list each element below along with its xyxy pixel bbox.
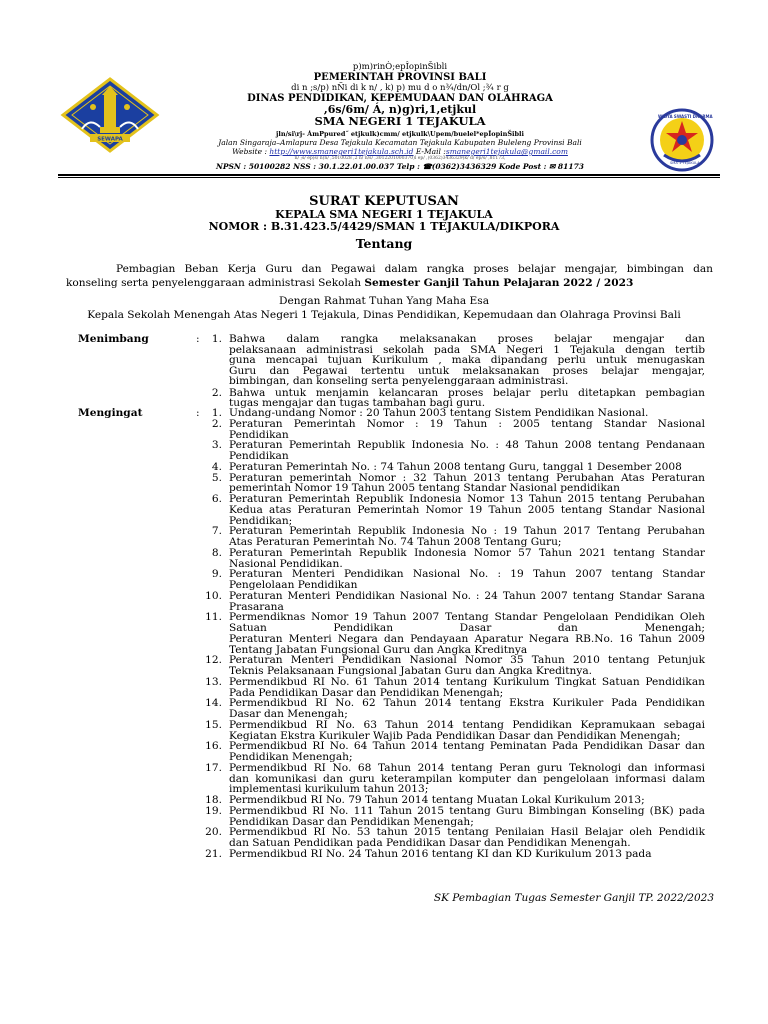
mengingat-item-line: dan komunikasi dan guru keterampilan komputer dan pengelolaan informasi dalam bbox=[229, 772, 705, 785]
mengingat-item-line: Peraturan Pemerintah Republik Indonesia Nomor 13 Tahun 2015 tentang Perubahan bbox=[229, 493, 705, 505]
mengingat-item-number: 8. bbox=[211, 546, 222, 559]
mengingat-item-line: pemerintah Nomor 19 Tahun 2005 tentang Standar Nasional pendidikan bbox=[229, 482, 621, 495]
mengingat-item-line: Pendidikan Dasar dan Pendidikan Menengah; bbox=[229, 815, 474, 828]
mengingat-item-number: 19. bbox=[205, 804, 222, 817]
mengingat-item-line: Prasarana bbox=[229, 600, 284, 613]
mengingat-item-number: 20. bbox=[205, 826, 222, 839]
mengingat-item-number: 16. bbox=[205, 740, 222, 753]
mengingat-item-line: Peraturan Menteri Pendidikan Nasional Nomor 35 Tahun 2010 tentang Petunjuk bbox=[229, 654, 705, 667]
mengingat-item-line: Satuan Pendidikan Dasar dan Menengah; bbox=[229, 622, 705, 634]
mengingat-item-line: dan Satuan Pendidikan pada Pendidikan Dasar dan Pendidikan Menengah. bbox=[229, 837, 631, 849]
website-link[interactable]: http://www.smanegeri1tejakula.sch.id bbox=[269, 147, 414, 156]
mengingat-item-line: Pendidikan bbox=[229, 428, 289, 441]
mengingat-item-number: 21. bbox=[205, 847, 222, 860]
letterhead-balinese-line-1: p)m)rinÒ;epÎopinŠibli bbox=[352, 62, 448, 72]
mengingat-item-line: Peraturan Pemerintah Nomor : 19 Tahun : 2005 tentang Standar Nasional bbox=[229, 417, 705, 430]
menimbang-colon: : bbox=[196, 333, 200, 345]
mengingat-item-line: Peraturan Menteri Negara dan Pendayaan Aparatur Negara RB.No. 16 Tahun 2009 bbox=[229, 632, 705, 645]
mengingat-item-number: 18. bbox=[205, 794, 222, 806]
mengingat-colon: : bbox=[196, 407, 200, 419]
mengingat-item-line: Undang-undang Nomor : 20 Tahun 2003 tentang Sistem Pendidikan Nasional. bbox=[229, 407, 649, 419]
subject-line-2-text: konseling serta penyelenggaraan administrasi Sekolah bbox=[66, 277, 365, 289]
mengingat-item-number: 6. bbox=[211, 493, 222, 505]
mengingat-item-number: 1. bbox=[211, 407, 222, 419]
mengingat-item-line: Permendikbud RI No. 79 Tahun 2014 tentang Muatan Lokal Kurikulum 2013; bbox=[229, 794, 645, 806]
mengingat-item-line: Pendidikan; bbox=[229, 514, 293, 527]
menimbang-item-line: Bahwa untuk menjamin kelancaran proses belajar perlu ditetapkan pembagian bbox=[229, 386, 705, 399]
mengingat-item-number: 7. bbox=[211, 525, 222, 538]
letterhead-balinese-ids: n/ ;s/ ep)s/ n)n/ ,5010028 ,2 n/ n/s/ ,3012201000370)l ep/ ,(0362)3436329)k/ d/ ep/s/ ,81173, bbox=[294, 156, 506, 161]
mengingat-item-line: Permendikbud RI No. 61 Tahun 2014 tentang Kurikulum Tingkat Satuan Pendidikan bbox=[229, 675, 705, 688]
mengingat-item-number: 5. bbox=[211, 471, 222, 484]
mengingat-item-line: Permendikbud RI No. 63 Tahun 2014 tentang Pendidikan Kepramukaan sebagai bbox=[229, 718, 705, 731]
menimbang-label: Menimbang bbox=[78, 333, 149, 345]
mengingat-item-line: Permendikbud RI No. 24 Tahun 2016 tentang KI dan KD Kurikulum 2013 pada bbox=[229, 847, 652, 860]
menimbang-item-line: Bahwa dalam rangka melaksanakan proses belajar mengajar dan bbox=[229, 333, 705, 345]
mengingat-item-number: 15. bbox=[205, 718, 222, 731]
mengingat-item-line: Teknis Pelaksanaan Fungsional Jabatan Guru dan Angka Kreditnya. bbox=[229, 665, 593, 677]
letterhead-divider-thin bbox=[58, 177, 720, 178]
letterhead-balinese-address: jln/si\rj- ÁmPpured˝ etjkulk)cmm/ etjkulk\Upem/buelel*epÎopinŠibli bbox=[276, 130, 524, 138]
email-label: E-Mail : bbox=[413, 147, 446, 156]
mengingat-item-line: Peraturan Pemerintah Republik Indonesia No. : 48 Tahun 2008 tentang Pendanaan bbox=[229, 439, 705, 452]
logo-right-motto: WIDYA SWASTI DHARMA bbox=[658, 114, 713, 119]
mengingat-item-line: Peraturan Menteri Pendidikan Nasional No. : 24 Tahun 2007 tentang Standar Sarana bbox=[229, 589, 705, 602]
mengingat-label: Mengingat bbox=[78, 407, 143, 419]
letterhead-divider-thick bbox=[58, 174, 720, 176]
mengingat-item-number: 14. bbox=[205, 697, 222, 710]
mengingat-item-number: 11. bbox=[205, 611, 222, 624]
mengingat-item-line: Pendidikan bbox=[229, 450, 289, 462]
letterhead-balinese-line-3: ,6s/6m/ Á, n)g)ri,1,etjkul bbox=[323, 103, 477, 116]
letterhead-ids-phone: NPSN : 50100282 NSS : 30.1.22.01.00.037 Telp : ☎(0362)3436329 Kode Post : ✉ 81173 bbox=[215, 162, 585, 171]
mengingat-item-line: Kedua atas Peraturan Pemerintah Nomor 19 Tahun 2005 tentang Standar Nasional bbox=[229, 503, 705, 516]
mengingat-item-line: Pada Pendidikan Dasar dan Pendidikan Menengah; bbox=[229, 686, 504, 699]
preamble-line-1: Dengan Rahmat Tuhan Yang Maha Esa bbox=[278, 295, 490, 307]
mengingat-item-number: 9. bbox=[211, 568, 222, 581]
document-number: NOMOR : B.31.423.5/4429/SMAN 1 TEJAKULA/DIKPORA bbox=[208, 220, 560, 233]
preamble-line-2: Kepala Sekolah Menengah Atas Negeri 1 Tejakula, Dinas Pendidikan, Kepemudaan dan Olahraga Provinsi Bali bbox=[87, 309, 681, 321]
mengingat-item-line: Permendikbud RI No. 53 tahun 2015 tentang Penilaian Hasil Belajar oleh Pendidik bbox=[229, 826, 705, 839]
mengingat-item-line: Permendiknas Nomor 19 Tahun 2007 Tentang Standar Pengelolaan Pendidikan Oleh bbox=[229, 611, 705, 624]
mengingat-item-line: implementasi kurikulum tahun 2013; bbox=[229, 783, 429, 796]
mengingat-item-number: 2. bbox=[211, 417, 222, 430]
letterhead-department: DINAS PENDIDIKAN, KEPEMUDAAN DAN OLAHRAGA bbox=[247, 93, 553, 104]
logo-right-subtext: SMA 1 TEJAKULA bbox=[670, 161, 700, 165]
document-tentang: Tentang bbox=[355, 236, 413, 251]
mengingat-item-line: Permendikbud RI No. 62 Tahun 2014 tentang Ekstra Kurikuler Pada Pendidikan bbox=[229, 697, 705, 710]
menimbang-item-number: 1. bbox=[211, 333, 222, 345]
document-title: SURAT KEPUTUSAN bbox=[309, 194, 459, 209]
mengingat-item-number: 10. bbox=[205, 589, 222, 602]
bali-province-emblem-logo bbox=[60, 77, 160, 153]
mengingat-item-number: 13. bbox=[205, 675, 222, 688]
menimbang-item-line: guna mencapai tujuan Kurikulum , maka dipandang perlu untuk menugaskan bbox=[229, 354, 705, 367]
mengingat-item-number: 12. bbox=[205, 654, 222, 667]
mengingat-item-line: Permendikbud RI No. 64 Tahun 2014 tentang Peminatan Pada Pendidikan Dasar dan bbox=[229, 740, 705, 753]
mengingat-item-line: Atas Peraturan Pemerintah No. 74 Tahun 2008 Tentang Guru; bbox=[229, 536, 562, 548]
menimbang-item-line: Guru dan Pegawai tertentu untuk melaksanakan proses belajar mengajar, bbox=[229, 364, 705, 377]
menimbang-item-line: bimbingan, dan konseling serta penyelenggaraan administrasi. bbox=[229, 375, 569, 388]
mengingat-item-line: Nasional Pendidikan. bbox=[229, 557, 343, 570]
mengingat-item-line: Kegiatan Ekstra Kurikuler Wajib Pada Pendidikan Dasar dan Pendidikan Menengah; bbox=[229, 729, 681, 742]
mengingat-item-line: Tentang Jabatan Fungsional Guru dan Angka Kreditnya bbox=[229, 643, 528, 656]
website-label: Website : bbox=[232, 147, 270, 156]
mengingat-item-line: Peraturan Menteri Pendidikan Nasional No. : 19 Tahun 2007 tentang Standar bbox=[229, 568, 705, 581]
letterhead-contact-line bbox=[165, 148, 635, 156]
mengingat-item-line: Peraturan Pemerintah No. : 74 Tahun 2008 tentang Guru, tanggal 1 Desember 2008 bbox=[229, 460, 682, 473]
document-issuer: KEPALA SMA NEGERI 1 TEJAKULA bbox=[275, 208, 493, 221]
letterhead-government: PEMERINTAH PROVINSI BALI bbox=[313, 72, 487, 83]
subject-line-1: Pembagian Beban Kerja Guru dan Pegawai dalam rangka proses belajar mengajar, bimbingan dan bbox=[116, 263, 713, 275]
subject-semester: Semester Ganjil Tahun Pelajaran 2022 / 2023 bbox=[364, 277, 634, 289]
menimbang-item-number: 2. bbox=[211, 386, 222, 399]
mengingat-item-line: Dasar dan Menengah; bbox=[229, 708, 348, 720]
mengingat-item-line: Peraturan pemerintah Nomor : 32 Tahun 2013 tentang Perubahan Atas Peraturan bbox=[229, 471, 705, 484]
mengingat-item-line: Peraturan Pemerintah Republik Indonesia No : 19 Tahun 2017 Tentang Perubahan bbox=[229, 525, 705, 538]
mengingat-item-line: Permendikbud RI No. 68 Tahun 2014 tentang Peran guru Teknologi dan informasi bbox=[229, 761, 705, 774]
mengingat-item-line: Pengelolaan Pendidikan bbox=[229, 579, 358, 591]
letterhead-balinese-line-2: di n ;s/p) nÑi di k n/ , k) p) mu d o n¾/dn/Ol ;¾ r g bbox=[291, 83, 509, 93]
logo-left-text: SEWAPA bbox=[97, 136, 123, 143]
page-footer: SK Pembagian Tugas Semester Ganjil TP. 2022/2023 bbox=[433, 892, 714, 904]
subject-line-2 bbox=[66, 278, 633, 289]
mengingat-item-line: Permendikbud RI No. 111 Tahun 2015 tentang Guru Bimbingan Konseling (BK) pada bbox=[229, 804, 705, 817]
mengingat-item-line: Pendidikan Menengah; bbox=[229, 751, 353, 763]
mengingat-item-line: Peraturan Pemerintah Republik Indonesia Nomor 57 Tahun 2021 tentang Standar bbox=[229, 546, 705, 559]
mengingat-item-number: 3. bbox=[211, 439, 222, 452]
menimbang-item-line: tugas mengajar dan tugas tambahan bagi guru. bbox=[229, 397, 486, 410]
menimbang-item-line: pelaksanaan administrasi sekolah pada SMA Negeri 1 Tejakula dengan tertib bbox=[229, 343, 705, 356]
mengingat-item-number: 4. bbox=[211, 460, 222, 473]
mengingat-item-number: 17. bbox=[205, 761, 222, 774]
email-link[interactable]: smanegeri1tejakula@gmail.com bbox=[445, 147, 568, 156]
letterhead-address: Jalan Singaraja–Amlapura Desa Tejakula Kecamatan Tejakula Kabupaten Buleleng Provinsi Bali bbox=[218, 138, 582, 147]
letterhead-school-name: SMA NEGERI 1 TEJAKULA bbox=[314, 114, 486, 128]
